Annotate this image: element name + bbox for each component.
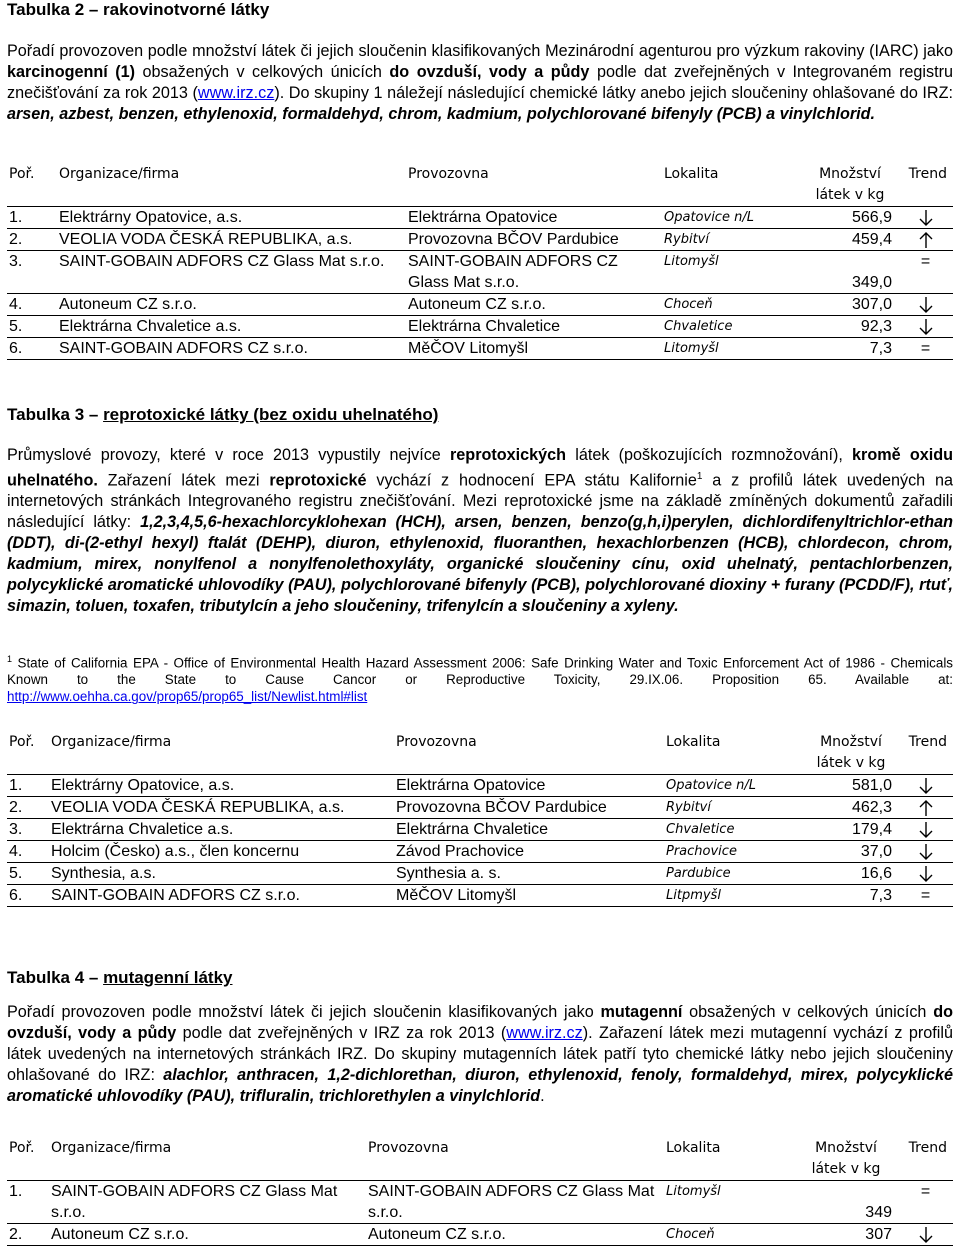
trend-cell bbox=[896, 316, 953, 338]
cell-prov: Elektrárna Chvaletice bbox=[396, 821, 549, 838]
col-header-org: Organizace/firma bbox=[51, 734, 172, 750]
footnote: $^1$ State of California EPA - Office of Environmental Health Hazard Assessment 2006: Safe Drinking Water and Toxic Enforcement Act of 1986 - Chemicals Known to the State to Cause Cancor or Reproductive Toxicity, 29.IX.06. Proposition 65. Available at: http://www.oehha.ca.gov/prop65/prop65_list/Newlist.html#list bbox=[7, 654, 953, 705]
cell-n: 5. bbox=[9, 318, 23, 335]
table-row bbox=[7, 294, 953, 316]
table-row bbox=[7, 316, 953, 338]
cell-prov: Autoneum CZ s.r.o. bbox=[408, 296, 546, 313]
trend-equal-icon: = bbox=[920, 253, 931, 270]
trend-equal-icon: = bbox=[920, 1183, 931, 1200]
cell-qty: 16,6 bbox=[860, 865, 892, 882]
trend-cell bbox=[896, 797, 953, 819]
table3-heading: Tabulka 3 – reprotoxické látky (bez oxidu uhelnatého) bbox=[7, 405, 439, 424]
cell-n: 2. bbox=[9, 799, 23, 816]
trend-cell bbox=[896, 207, 953, 229]
cell-n: 5. bbox=[9, 865, 23, 882]
cell-prov: MěČOV Litomyšl bbox=[396, 887, 517, 904]
cell-org: SAINT-GOBAIN ADFORS CZ s.r.o. bbox=[51, 887, 300, 904]
table3-intro: Průmyslové provozy, které v roce 2013 vypustily nejvíce reprotoxických látek (poškozujících rozmnožování), kromě oxidu uhelnatého. Zařazení látek mezi reprotoxické vychází z hodnocení EPA státu Kalifornie$^1$ a z profilů látek uvedených na internetových stránkách Integrovaného registru znečišťování. Mezi reprotoxické jsme na základě zmíněných dokumentů zařadili následující látky: 1,2,3,4,5,6-hexachlorcyklohexan (HCH), arsen, benzen, benzo(g,h,i)perylen, dichlordifenyltrichlor-ethan (DDT), di-(2-ethyl hexyl) ftalát (DEHP), diuron, ethylenoxid, fluoranthen, hexachlorbenzen (HCB), chlordecon, chrom, kadmium, mirex, nonylfenol a nonylfenolethoxyláty, organické sloučeniny cínu, oxid uhelnatý, pentachlorbenzen, polycyklické aromatické uhlovodíky (PAU), polychlorované bifenyly (PCB), polychlorované dioxiny + furany (PCDD/F), rtuť, simazin, toluen, toxafen, tributylcín a jeho sloučeniny, trifenylcín a sloučeniny a xyleny. bbox=[7, 446, 953, 616]
cell-qty: 7,3 bbox=[869, 340, 892, 357]
trend-cell bbox=[896, 294, 953, 316]
cell-prov: Provozovna BČOV Pardubice bbox=[408, 231, 619, 248]
table-row bbox=[7, 338, 953, 360]
cell-n: 1. bbox=[9, 777, 23, 794]
col-header-trend: Trend bbox=[908, 1140, 947, 1156]
table-header-row bbox=[7, 732, 953, 775]
col-header-n: Poř. bbox=[9, 166, 35, 182]
cell-org: Elektrárna Chvaletice a.s. bbox=[51, 821, 234, 838]
arrow-down-icon bbox=[917, 865, 935, 883]
irz-link[interactable]: www.irz.cz bbox=[197, 84, 275, 102]
table-row bbox=[7, 251, 953, 294]
cell-loc: Rybitví bbox=[666, 800, 711, 815]
cell-loc: Prachovice bbox=[666, 844, 737, 859]
cell-org: VEOLIA VODA ČESKÁ REPUBLIKA, a.s. bbox=[51, 799, 345, 816]
cell-n: 1. bbox=[9, 1183, 23, 1200]
col-header-org: Organizace/firma bbox=[59, 166, 180, 182]
trend-cell bbox=[896, 775, 953, 797]
table3 bbox=[7, 732, 953, 907]
cell-prov: Elektrárna Chvaletice bbox=[408, 318, 561, 335]
cell-qty: 307 bbox=[865, 1226, 892, 1243]
arrow-down-icon bbox=[917, 209, 935, 227]
cell-qty: 459,4 bbox=[851, 231, 892, 248]
table-row bbox=[7, 775, 953, 797]
cell-loc: Rybitví bbox=[664, 232, 709, 247]
col-header-loc: Lokalita bbox=[664, 166, 719, 182]
cell-qty: 179,4 bbox=[851, 821, 892, 838]
cell-org: Autoneum CZ s.r.o. bbox=[51, 1226, 189, 1243]
col-header-qty: Množství látek v kg bbox=[815, 166, 885, 203]
trend-cell bbox=[896, 1181, 953, 1224]
cell-loc: Litomyšl bbox=[666, 1184, 721, 1199]
cell-loc: Litomyšl bbox=[664, 254, 719, 269]
cell-org: SAINT-GOBAIN ADFORS CZ s.r.o. bbox=[59, 340, 308, 357]
cell-org: Holcim (Česko) a.s., člen koncernu bbox=[51, 843, 300, 860]
table-row bbox=[7, 885, 953, 907]
table-row bbox=[7, 863, 953, 885]
trend-equal-icon: = bbox=[920, 340, 931, 357]
trend-cell bbox=[896, 885, 953, 907]
table4-intro: Pořadí provozoven podle množství látek či jejich sloučenin klasifikovaných jako mutagenní obsažených v celkových únicích do ovzduší, vody a půdy podle dat zveřejněných v IRZ za rok 2013 (www.irz.cz). Zařazení látek mezi mutagenní vychází z profilů látek uvedených na internetových stránkách IRZ. Do skupiny mutagenních látek patří tyto chemické látky nebo jejich sloučeniny ohlašované do IRZ: alachlor, anthracen, 1,2-dichlorethan, diuron, ethylenoxid, fenoly, formaldehyd, mirex, polycyklické aromatické uhlovodíky (PAU), trifluralin, trichlorethylen a vinylchlorid. bbox=[7, 1003, 954, 1105]
cell-org: Elektrárna Chvaletice a.s. bbox=[59, 318, 242, 335]
table-row bbox=[7, 207, 953, 229]
arrow-down-icon bbox=[917, 843, 935, 861]
cell-n: 4. bbox=[9, 296, 23, 313]
col-header-prov: Provozovna bbox=[396, 734, 477, 750]
cell-org: Autoneum CZ s.r.o. bbox=[59, 296, 197, 313]
col-header-trend: Trend bbox=[908, 166, 947, 182]
cell-org: Synthesia, a.s. bbox=[51, 865, 156, 882]
cell-n: 4. bbox=[9, 843, 23, 860]
col-header-prov: Provozovna bbox=[408, 166, 489, 182]
arrow-up-icon bbox=[917, 799, 935, 817]
table-header-row bbox=[7, 1138, 953, 1181]
cell-loc: Pardubice bbox=[666, 866, 731, 881]
cell-n: 3. bbox=[9, 821, 23, 838]
irz-link-2[interactable]: www.irz.cz bbox=[506, 1024, 583, 1042]
cell-prov: SAINT-GOBAIN ADFORS CZ Glass Mat s.r.o. bbox=[408, 253, 618, 291]
table-header-row bbox=[7, 164, 953, 207]
col-header-prov: Provozovna bbox=[368, 1140, 449, 1156]
col-header-org: Organizace/firma bbox=[51, 1140, 172, 1156]
col-header-loc: Lokalita bbox=[666, 734, 721, 750]
table2 bbox=[7, 164, 953, 360]
footnote-link[interactable]: http://www.oehha.ca.gov/prop65/prop65_list/Newlist.html#list bbox=[7, 689, 368, 705]
cell-qty: 462,3 bbox=[851, 799, 892, 816]
cell-prov: Elektrárna Opatovice bbox=[408, 209, 558, 226]
cell-loc: Choceň bbox=[664, 297, 713, 312]
cell-prov: Elektrárna Opatovice bbox=[396, 777, 546, 794]
cell-qty: 349 bbox=[865, 1204, 892, 1221]
trend-cell bbox=[896, 251, 953, 294]
cell-n: 6. bbox=[9, 887, 23, 904]
arrow-up-icon bbox=[917, 231, 935, 249]
cell-prov: Autoneum CZ s.r.o. bbox=[368, 1226, 506, 1243]
cell-prov: Provozovna BČOV Pardubice bbox=[396, 799, 607, 816]
cell-loc: Chvaletice bbox=[666, 822, 735, 837]
cell-n: 2. bbox=[9, 1226, 23, 1243]
cell-qty: 307,0 bbox=[851, 296, 892, 313]
cell-loc: Opatovice n/L bbox=[664, 210, 754, 225]
cell-prov: MěČOV Litomyšl bbox=[408, 340, 529, 357]
trend-cell bbox=[896, 819, 953, 841]
cell-qty: 566,9 bbox=[851, 209, 892, 226]
table4-heading: Tabulka 4 – mutagenní látky bbox=[7, 968, 233, 987]
col-header-n: Poř. bbox=[9, 734, 35, 750]
cell-org: Elektrárny Opatovice, a.s. bbox=[51, 777, 235, 794]
cell-qty: 92,3 bbox=[860, 318, 892, 335]
cell-loc: Chvaletice bbox=[664, 319, 733, 334]
trend-cell bbox=[896, 229, 953, 251]
cell-loc: Litpmyšl bbox=[666, 888, 721, 903]
arrow-down-icon bbox=[917, 296, 935, 314]
col-header-loc: Lokalita bbox=[666, 1140, 721, 1156]
col-header-qty: Množství látek v kg bbox=[811, 1140, 881, 1177]
arrow-down-icon bbox=[917, 318, 935, 336]
cell-prov: SAINT-GOBAIN ADFORS CZ Glass Mat s.r.o. bbox=[368, 1183, 655, 1221]
cell-org: SAINT-GOBAIN ADFORS CZ Glass Mat s.r.o. bbox=[51, 1183, 338, 1221]
arrow-down-icon bbox=[917, 777, 935, 795]
cell-qty: 7,3 bbox=[869, 887, 892, 904]
cell-loc: Choceň bbox=[666, 1227, 715, 1242]
trend-cell bbox=[896, 863, 953, 885]
cell-loc: Opatovice n/L bbox=[666, 778, 756, 793]
cell-prov: Závod Prachovice bbox=[396, 843, 525, 860]
cell-prov: Synthesia a. s. bbox=[396, 865, 501, 882]
col-header-trend: Trend bbox=[908, 734, 947, 750]
cell-n: 1. bbox=[9, 209, 23, 226]
table-row bbox=[7, 1224, 953, 1246]
table-row bbox=[7, 1181, 953, 1224]
cell-n: 2. bbox=[9, 231, 23, 248]
table-row bbox=[7, 819, 953, 841]
cell-qty: 581,0 bbox=[851, 777, 892, 794]
cell-loc: Litomyšl bbox=[664, 341, 719, 356]
table-row bbox=[7, 841, 953, 863]
trend-cell bbox=[896, 1224, 953, 1246]
cell-org: VEOLIA VODA ČESKÁ REPUBLIKA, a.s. bbox=[59, 231, 353, 248]
arrow-down-icon bbox=[917, 821, 935, 839]
cell-qty: 37,0 bbox=[860, 843, 892, 860]
table2-heading: Tabulka 2 – rakovinotvorné látky bbox=[7, 0, 270, 19]
col-header-qty: Množství látek v kg bbox=[816, 734, 886, 771]
cell-org: SAINT-GOBAIN ADFORS CZ Glass Mat s.r.o. bbox=[59, 253, 385, 270]
trend-cell bbox=[896, 338, 953, 360]
table4 bbox=[7, 1138, 953, 1246]
cell-n: 3. bbox=[9, 253, 23, 270]
table2-intro: Pořadí provozoven podle množství látek či jejich sloučenin klasifikovaných Mezinárodní agenturou pro výzkum rakoviny (IARC) jako karcinogenní (1) obsažených v celkových únicích do ovzduší, vody a půdy podle dat zveřejněných v Integrovaném registru znečišťování za rok 2013 (www.irz.cz). Do skupiny 1 náležejí následující chemické látky anebo jejich sloučeniny ohlašované do IRZ: arsen, azbest, benzen, ethylenoxid, formaldehyd, chrom, kadmium, polychlorované bifenyly (PCB) a vinylchlorid. bbox=[7, 42, 954, 123]
cell-qty: 349,0 bbox=[851, 274, 892, 291]
trend-equal-icon: = bbox=[920, 887, 931, 904]
cell-org: Elektrárny Opatovice, a.s. bbox=[59, 209, 243, 226]
table-row bbox=[7, 797, 953, 819]
cell-n: 6. bbox=[9, 340, 23, 357]
trend-cell bbox=[896, 841, 953, 863]
table-row bbox=[7, 229, 953, 251]
col-header-n: Poř. bbox=[9, 1140, 35, 1156]
arrow-down-icon bbox=[917, 1226, 935, 1244]
